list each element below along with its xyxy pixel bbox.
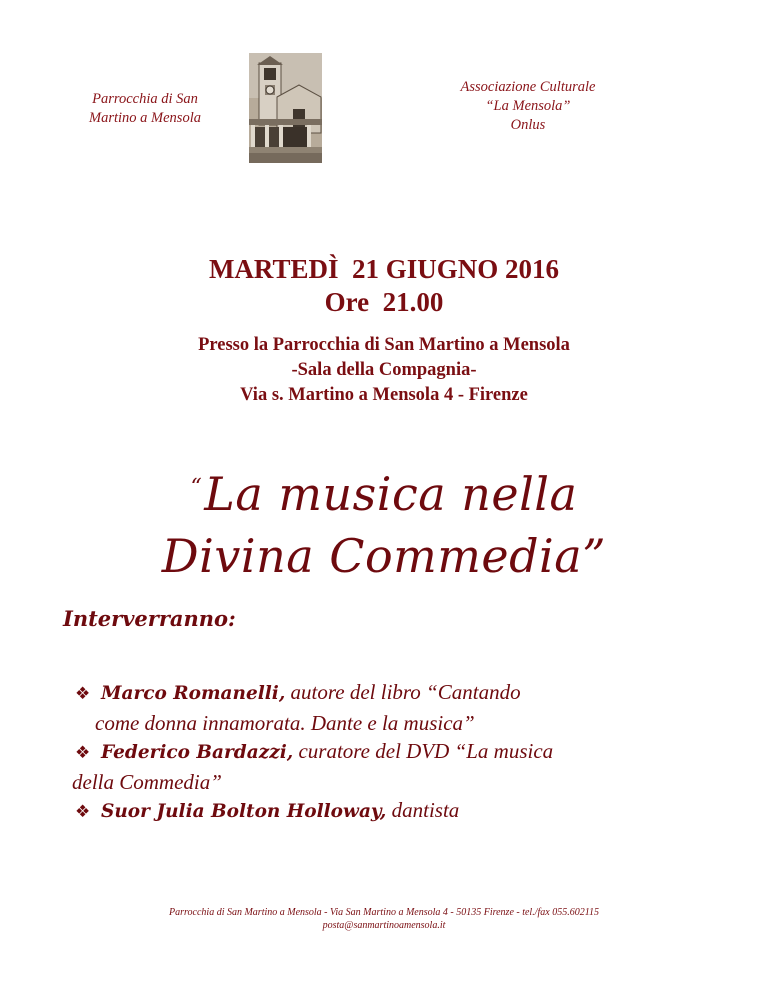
diamond-flower-icon: ❖ bbox=[75, 743, 91, 762]
title-line1-text: La musica nella bbox=[204, 467, 578, 521]
speaker-item-1 bbox=[75, 678, 735, 709]
footer-email: posta@sanmartinoamensola.it bbox=[322, 920, 446, 931]
church-photo bbox=[249, 53, 322, 163]
speakers-heading: Interverranno: bbox=[63, 606, 236, 631]
venue-line3: Via s. Martino a Mensola 4 - Firenze bbox=[240, 385, 528, 405]
speaker-name: Federico Bardazzi, bbox=[101, 742, 294, 763]
speaker-desc: curatore del DVD “La musica bbox=[293, 739, 554, 763]
title-open-quote: “ bbox=[190, 475, 203, 500]
parish-name-line1: Parrocchia di San bbox=[92, 91, 198, 107]
association-name-line1: Associazione Culturale bbox=[460, 79, 596, 95]
diamond-flower-icon: ❖ bbox=[75, 802, 91, 821]
page-footer bbox=[0, 906, 768, 932]
association-name bbox=[418, 78, 638, 135]
event-date: MARTEDÌ 21 GIUGNO 2016 bbox=[208, 254, 560, 284]
diamond-flower-icon: ❖ bbox=[75, 684, 91, 703]
venue-line1: Presso la Parrocchia di San Martino a Mensola bbox=[198, 335, 570, 355]
church-building-icon bbox=[249, 53, 322, 163]
event-datetime bbox=[0, 253, 768, 319]
speaker-name: Marco Romanelli, bbox=[101, 683, 286, 704]
speaker-name: Suor Julia Bolton Holloway, bbox=[101, 801, 387, 822]
title-line1 bbox=[0, 457, 768, 525]
speakers-list bbox=[72, 678, 735, 827]
venue-line2: -Sala della Compagnia- bbox=[291, 360, 477, 380]
parish-name-line2: Martino a Mensola bbox=[89, 110, 201, 126]
event-time: Ore 21.00 bbox=[324, 287, 444, 317]
footer-address: Parrocchia di San Martino a Mensola - Via San Martino a Mensola 4 - 50135 Firenze - tel./fax 055.602115 bbox=[169, 907, 599, 918]
event-venue bbox=[0, 333, 768, 408]
speaker-item-1-cont: come donna innamorata. Dante e la musica” bbox=[95, 710, 475, 735]
speaker-desc: autore del libro “Cantando bbox=[285, 680, 521, 704]
title-line2: Divina Commedia” bbox=[161, 529, 607, 583]
speaker-item-2-cont: della Commedia” bbox=[72, 769, 222, 794]
association-name-line3: Onlus bbox=[510, 117, 546, 133]
speaker-item-2 bbox=[75, 737, 735, 768]
event-title bbox=[0, 457, 768, 587]
speaker-item-3 bbox=[75, 796, 735, 827]
speaker-desc: dantista bbox=[386, 798, 460, 822]
parish-name bbox=[50, 90, 240, 128]
association-name-line2: “La Mensola” bbox=[485, 98, 571, 114]
